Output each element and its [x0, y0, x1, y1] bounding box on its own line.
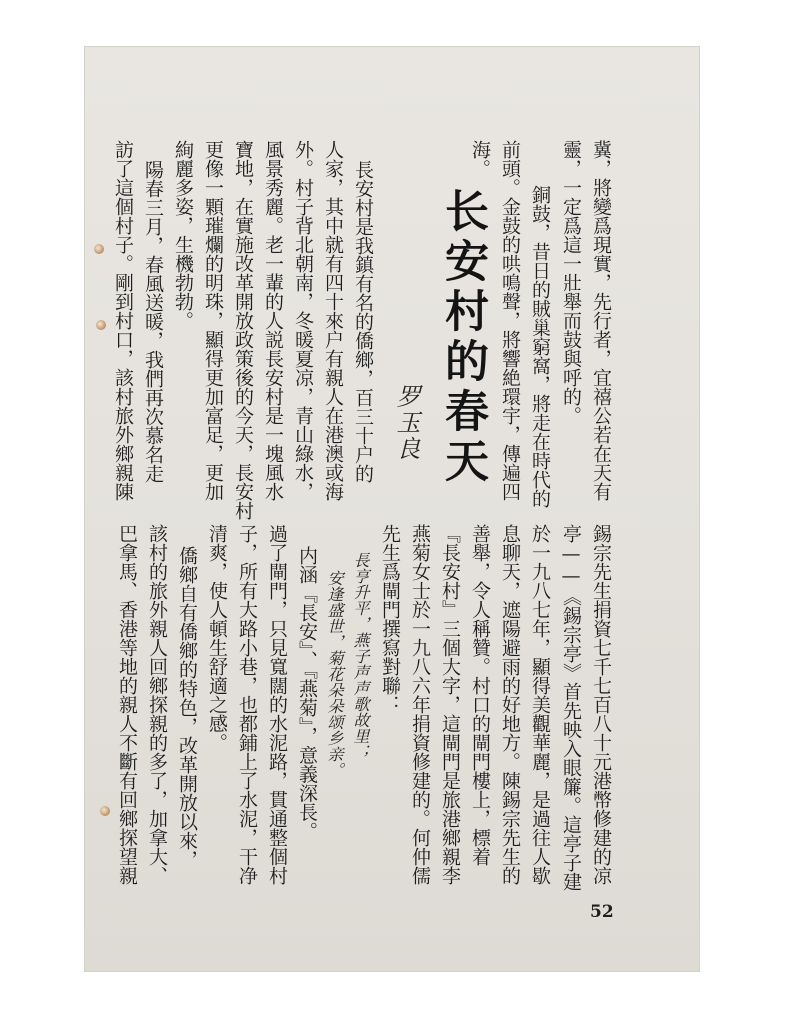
text-column: 内涵『長安』、『燕菊』，意義深長。	[296, 546, 318, 841]
text-column: 燕菊女士於一九八六年捐資修建的。何仲儒	[409, 524, 431, 885]
text-column: 風景秀麗。老一輩的人説長安村是一塊風水	[262, 140, 284, 501]
text-column: 錫宗先生捐資七千七百八十元港幣修建的凉	[590, 524, 612, 885]
text-column: 絢麗多姿，生機勃勃。	[172, 140, 194, 330]
text-column: 海。	[469, 140, 491, 178]
text-column: 清爽，使人頓生舒適之感。	[206, 524, 228, 752]
text-column: 息聊天，遮陽避雨的好地方。陳錫宗先生的	[499, 524, 521, 885]
text-column: 前頭。金鼓的哄鳴聲，將響絶環宇，傳遍四	[499, 140, 521, 501]
text-column: 先生爲閘門撰寫對聯：	[379, 524, 401, 714]
couplet-line: 安逢盛世，菊花朵朵颂乡亲。	[325, 570, 344, 778]
binding-hole	[100, 806, 110, 816]
binding-hole	[96, 320, 106, 330]
text-column: 過了閘門，只見寬闊的水泥路，貫通整個村	[266, 524, 288, 885]
text-column: 靈，一定爲這一壯舉而鼓與呼的。	[560, 140, 582, 425]
text-column: 『長安村』三個大字，這閘門是旅港鄉親李	[439, 524, 461, 885]
binding-hole	[94, 244, 104, 254]
text-column: 寶地，在實施改革開放政策後的今天，長安村	[232, 140, 254, 520]
text-column: 長安村是我鎮有名的僑鄉，百三十户的	[352, 160, 374, 483]
text-column: 善舉，令人稱贊。村口的閘門樓上，標着	[469, 524, 491, 866]
text-column: 人家，其中就有四十來户有親人在港澳或海	[322, 140, 344, 501]
text-column: 更像一顆璀爛的明珠，顯得更加富足，更加	[202, 140, 224, 501]
text-column: 子，所有大路小巷，也都鋪上了水泥，干净	[236, 524, 258, 885]
text-column: 僑鄉自有僑鄉的特色，改革開放以來，	[176, 546, 198, 869]
page-number: 52	[590, 902, 614, 922]
text-column: 訪了這個村子。剛到村口，該村旅外鄉親陳	[112, 140, 134, 501]
text-column: 外。村子背北朝南，冬暖夏凉，青山綠水，	[292, 140, 314, 501]
text-column: 該村的旅外親人回鄉探親的多了，加拿大、	[146, 524, 168, 885]
text-column: 銅鼓，昔日的賊巢窮窩，將走在時代的	[529, 185, 551, 508]
text-column: 亭——《錫宗亭》首先映入眼簾。這亭子建	[560, 524, 582, 891]
article-title: 长安村的春天	[437, 188, 488, 488]
article-author: 罗玉良	[392, 384, 420, 462]
couplet-line: 長亨升平，燕子声声歌故里；	[351, 552, 370, 760]
text-column: 於一九八七年，顯得美觀華麗，是過往人歇	[529, 524, 551, 885]
text-column: 陽春三月，春風送暖，我們再次慕名走	[142, 160, 164, 483]
text-column: 巴拿馬、香港等地的親人不斷有回鄉探望親	[116, 524, 138, 885]
text-column: 冀，將變爲現實，先行者，宜禧公若在天有	[590, 140, 612, 501]
